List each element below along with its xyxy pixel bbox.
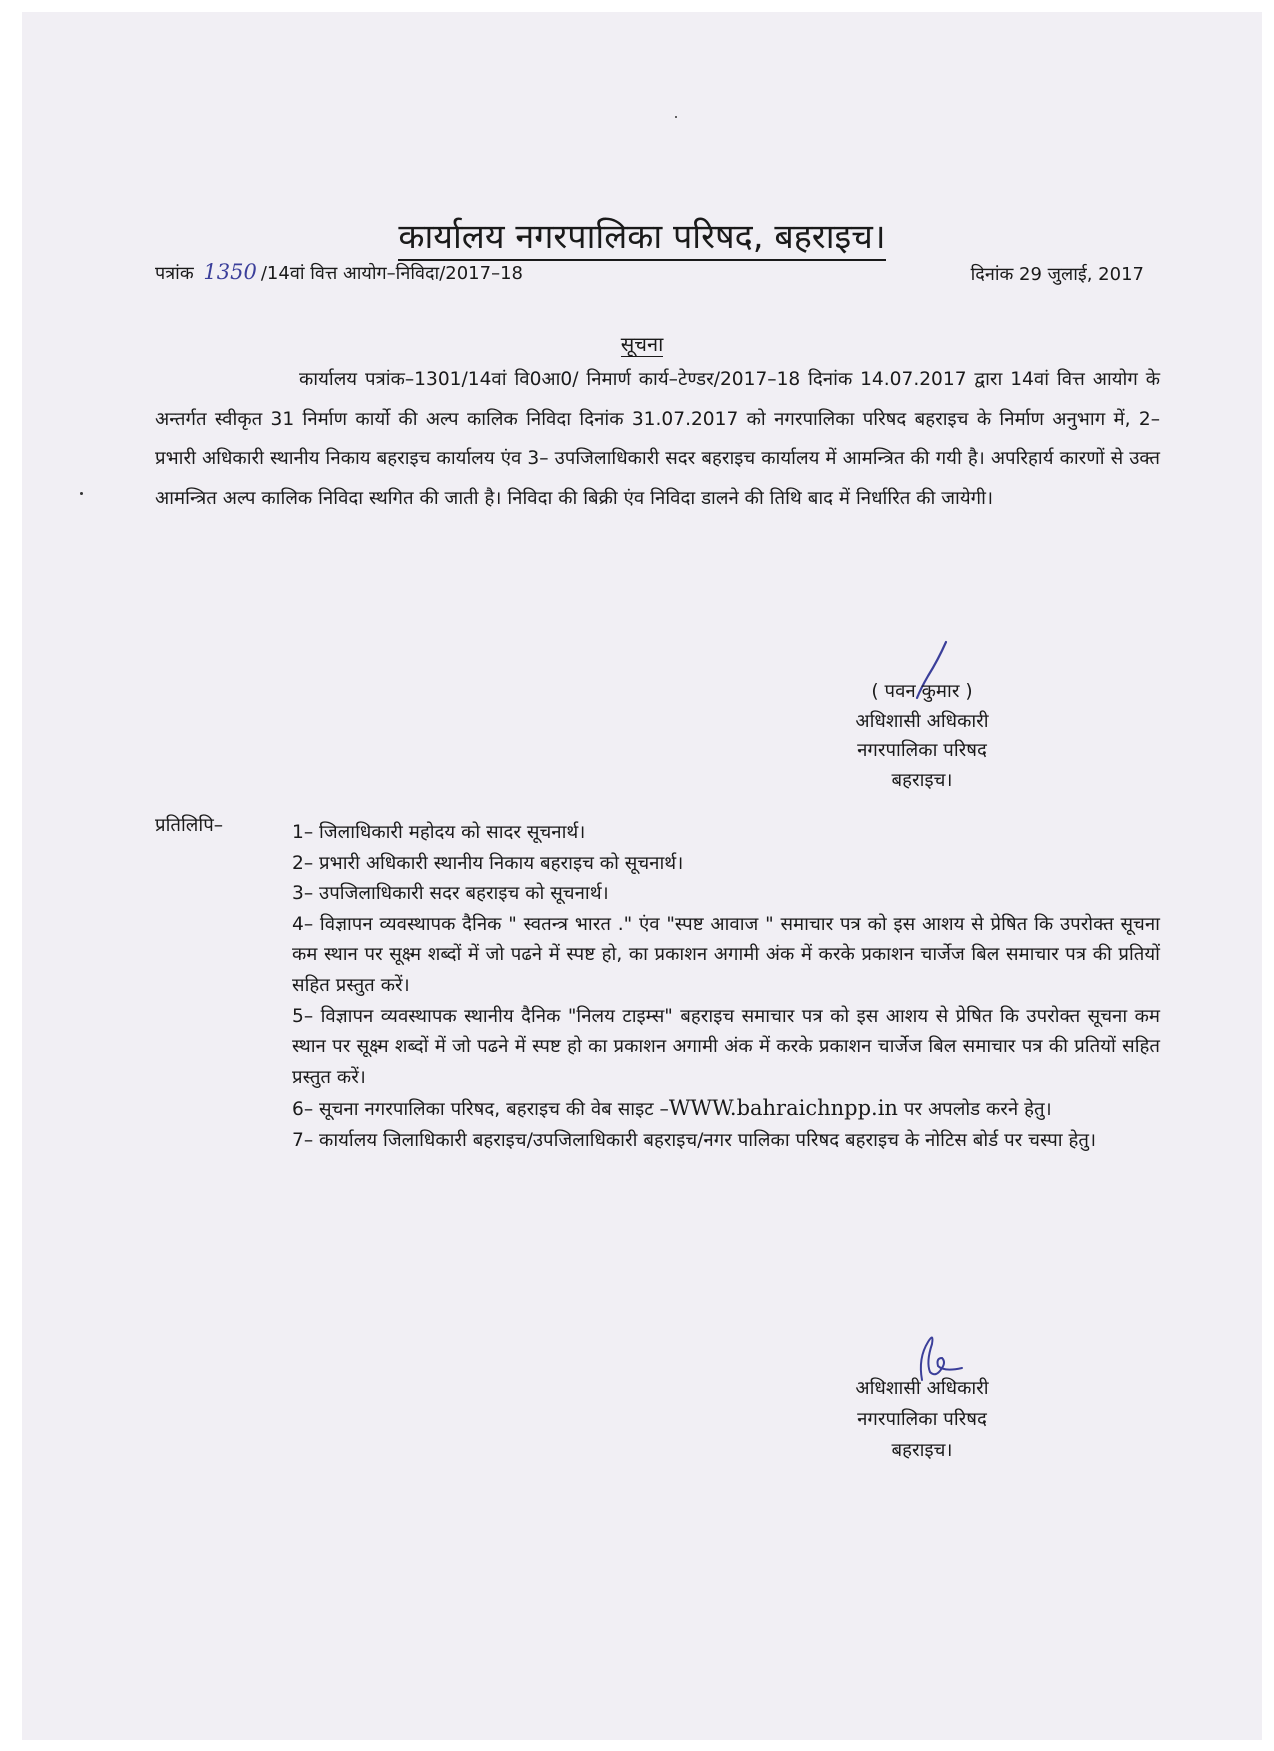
final-place: बहराइच। bbox=[891, 1440, 953, 1461]
date-line bbox=[971, 262, 1144, 286]
signatory-place: बहराइच। bbox=[891, 769, 953, 791]
copy-item: 1– जिलाधिकारी महोदय को सादर सूचनार्थ। bbox=[292, 822, 586, 843]
copy-item: 5– विज्ञापन व्यवस्थापक स्थानीय दैनिक "निलय टाइम्स" बहराइच समाचार पत्र को इस आशय से प्रेषित कि उपरोक्त सूचना कम स्थान पर सूक्ष्म शब्दों में जो पढने में स्पष्ट हो का प्रकाशन अगामी अंक में करके प्रकाशन चार्जेज बिल समाचार पत्र की प्रतियों सहित प्रस्तुत करें। bbox=[292, 1005, 1160, 1088]
copy-item bbox=[292, 1093, 1160, 1126]
date-value: 29 जुलाई, 2017 bbox=[1019, 264, 1144, 285]
copy-item-6-prefix: 6– सूचना नगरपालिका परिषद, बहराइच की वेब साइट – bbox=[292, 1099, 669, 1121]
notice-body: कार्यालय पत्रांक–1301/14वां वि0आ0/ निमार्ण कार्य–टेण्डर/2017–18 दिनांक 14.07.2017 द्वारा 14वां वित्त आयोग के अन्तर्गत स्वीकृत 31 निर्माण कार्यो की अल्प कालिक निविदा दिनांक 31.07.2017 को नगरपालिका परिषद बहराइच के निर्माण अनुभाग में, 2– प्रभारी अधिकारी स्थानीय निकाय बहराइच कार्यालय एंव 3– उपजिलाधिकारी सदर बहराइच कार्यालय में आमन्त्रित की गयी है। अपरिहार्य कारणों से उक्त आमन्त्रित अल्प कालिक निविदा स्थगित की जाती है। निविदा की बिक्री एंव निविदा डालने की तिथि बाद में निर्धारित की जायेगी। bbox=[155, 369, 1160, 509]
signatory-designation: अधिशासी अधिकारी bbox=[855, 710, 989, 732]
copy-item: 3– उपजिलाधिकारी सदर बहराइच को सूचनार्थ। bbox=[292, 883, 609, 905]
copy-list bbox=[292, 818, 1160, 1157]
office-title bbox=[22, 212, 1262, 258]
final-office: नगरपालिका परिषद bbox=[857, 1409, 987, 1430]
copy-item: 2– प्रभारी अधिकारी स्थानीय निकाय बहराइच को सूचनार्थ। bbox=[292, 852, 684, 874]
signatory-office: नगरपालिका परिषद bbox=[857, 740, 987, 761]
notice-heading-text: सूचना bbox=[620, 332, 664, 356]
scan-speck bbox=[675, 116, 677, 118]
signatory-name: ( पवन कुमार ) bbox=[871, 681, 973, 702]
signatory-block bbox=[812, 677, 1032, 795]
date-label: दिनांक bbox=[970, 264, 1014, 285]
copy-item-6-suffix: पर अपलोड करने हेतु। bbox=[897, 1099, 1052, 1121]
final-signature-block bbox=[812, 1373, 1032, 1466]
ref-rest: /14वां वित्त आयोग–निविदा/2017–18 bbox=[260, 263, 523, 284]
copy-item: 4– विज्ञापन व्यवस्थापक दैनिक " स्वतन्त्र भारत ." एंव "स्पष्ट आवाज " समाचार पत्र को इस आशय से प्रेषित कि उपरोक्त सूचना कम स्थान पर सूक्ष्म शब्दों में जो पढने में स्पष्ट हो, का प्रकाशन अगामी अंक में करके प्रकाशन चार्जेज बिल समाचार पत्र की प्रतियों सहित प्रस्तुत करें। bbox=[292, 913, 1160, 996]
reference-line bbox=[155, 260, 523, 285]
ref-label: पत्रांक bbox=[155, 263, 194, 284]
handwritten-ref-number: 1350 bbox=[203, 260, 257, 284]
final-designation: अधिशासी अधिकारी bbox=[855, 1378, 989, 1399]
copy-item: 7– कार्यालय जिलाधिकारी बहराइच/उपजिलाधिकारी बहराइच/नगर पालिका परिषद बहराइच के नोटिस बोर्ड पर चस्पा हेतु। bbox=[292, 1129, 1097, 1151]
scan-speck bbox=[80, 492, 83, 495]
document-page bbox=[22, 12, 1262, 1740]
office-title-text: कार्यालय नगरपालिका परिषद, बहराइच। bbox=[398, 217, 885, 261]
website-text: WWW.bahraichnpp.in bbox=[668, 1096, 898, 1121]
notice-heading bbox=[22, 330, 1262, 357]
copy-to-label: प्रतिलिपि– bbox=[155, 815, 224, 836]
